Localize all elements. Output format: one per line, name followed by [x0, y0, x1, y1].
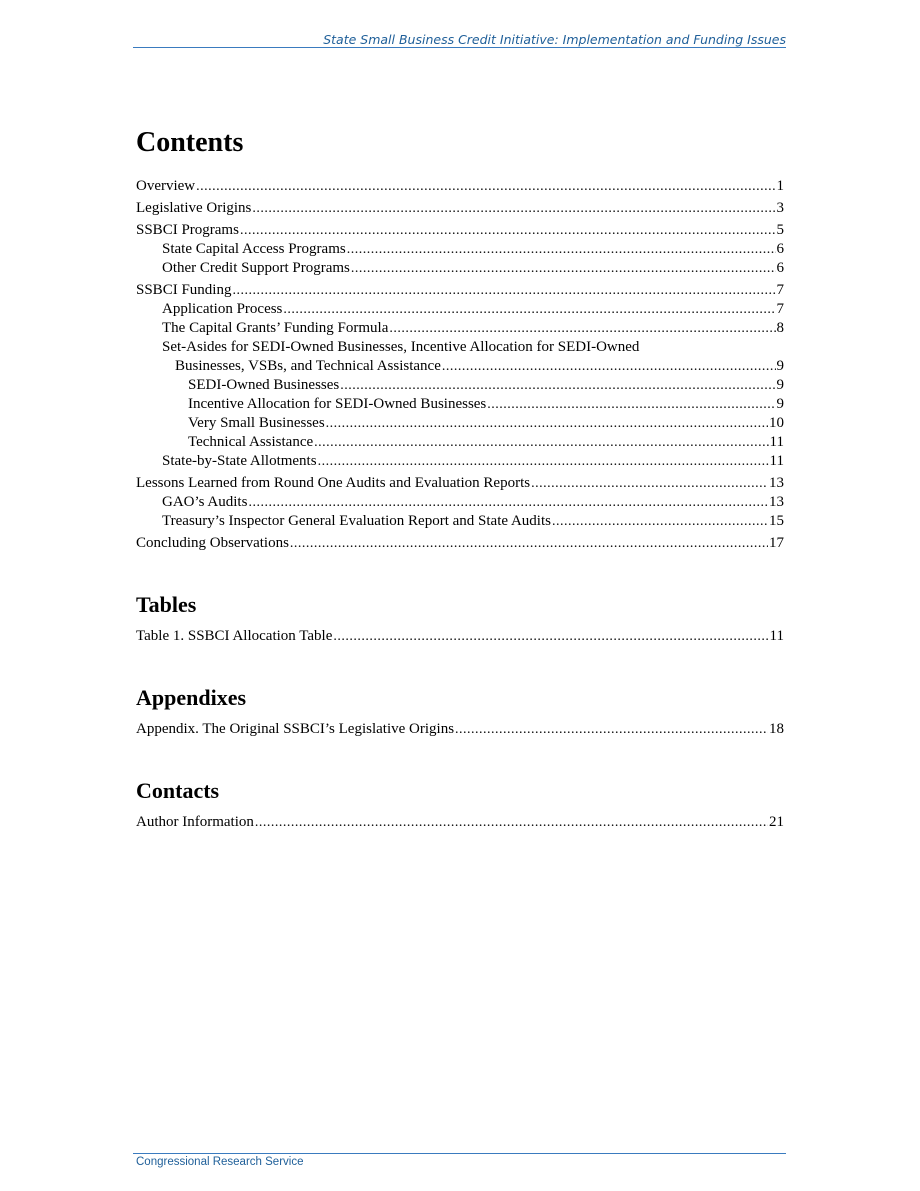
toc-page-number: 3: [776, 199, 784, 216]
toc-page-number: 13: [769, 474, 784, 491]
toc-entry-gao-audits[interactable]: [136, 493, 784, 512]
toc-leader: [314, 433, 768, 452]
toc-entry-overview[interactable]: [136, 177, 784, 196]
toc-entry-title: GAO’s Audits: [162, 493, 248, 510]
toc-page-number: 21: [769, 814, 784, 831]
header-rule: [133, 47, 786, 48]
toc-entry-title: Overview: [136, 177, 196, 194]
toc-page-number: 18: [769, 721, 784, 738]
toc-entry-title: SSBCI Funding: [136, 281, 232, 298]
toc-entry-concluding-observations[interactable]: [136, 534, 784, 553]
toc-leader: [248, 493, 768, 512]
toc-entry-technical-assistance[interactable]: [136, 433, 784, 452]
toc-entry-title: Incentive Allocation for SEDI-Owned Businesses: [188, 395, 487, 412]
toc-entry-lessons-learned[interactable]: [136, 474, 784, 493]
toc-entry-ssbci-programs[interactable]: [136, 221, 784, 240]
toc-entry-title: The Capital Grants’ Funding Formula: [162, 319, 389, 336]
appendixes-heading: Appendixes: [136, 684, 247, 710]
toc-leader: [531, 474, 768, 493]
toc-entry-state-capital-access[interactable]: [136, 240, 784, 259]
toc-page-number: 11: [769, 627, 784, 644]
toc-entry-title: Businesses, VSBs, and Technical Assistance: [175, 357, 441, 374]
toc-leader: [252, 199, 775, 218]
toc-leader: [196, 177, 775, 196]
toc-leader: [290, 534, 768, 553]
footer-rule: [133, 1153, 786, 1154]
toc-entry-funding-formula[interactable]: [136, 319, 784, 338]
toc-page-number: 11: [769, 433, 784, 450]
toc-page-content: [136, 128, 784, 832]
toc-page-number: 7: [776, 281, 784, 298]
toc-entry-incentive-allocation[interactable]: [136, 395, 784, 414]
toc-page-number: 17: [769, 534, 784, 551]
toc-entry-title: Technical Assistance: [188, 433, 314, 450]
toc-leader: [389, 319, 775, 338]
contacts-list: [136, 813, 784, 832]
toc-entry-legislative-origins[interactable]: [136, 199, 784, 218]
toc-leader: [283, 300, 775, 319]
toc-leader: [340, 376, 775, 395]
toc-entry-title: Author Information: [136, 814, 254, 831]
toc-entry-title: Application Process: [162, 300, 283, 317]
toc-leader: [552, 512, 768, 531]
running-header: State Small Business Credit Initiative: Implementation and Funding Issues: [323, 32, 786, 47]
toc-leader: [442, 357, 776, 376]
toc-entry-title: Other Credit Support Programs: [162, 259, 350, 276]
toc-leader: [455, 720, 768, 739]
toc-leader: [333, 627, 768, 646]
toc-page-number: 9: [776, 395, 784, 412]
toc-leader: [232, 281, 775, 300]
toc-page-number: 1: [776, 177, 784, 194]
toc-leader: [487, 395, 775, 414]
toc-page-number: 11: [769, 452, 784, 469]
toc-entry-title: Lessons Learned from Round One Audits and Evaluation Reports: [136, 474, 531, 491]
toc-entry-application-process[interactable]: [136, 300, 784, 319]
toc-page-number: 15: [769, 512, 784, 529]
toc-page-number: 9: [776, 357, 784, 374]
toc-page-number: 7: [776, 300, 784, 317]
toc-entry-title: Legislative Origins: [136, 199, 252, 216]
toc-entry-title: Appendix. The Original SSBCI’s Legislative Origins: [136, 721, 455, 738]
toc-entry-other-credit-support[interactable]: [136, 259, 784, 278]
toc-leader: [240, 221, 776, 240]
toc-entry-treasury-ig[interactable]: [136, 512, 784, 531]
toc-page-number: 9: [776, 376, 784, 393]
contacts-heading: Contacts: [136, 778, 220, 804]
toc-entry-appendix[interactable]: [136, 720, 784, 739]
appendixes-list: [136, 720, 784, 739]
toc-entry-table-1[interactable]: [136, 627, 784, 646]
toc-entry-title: Table 1. SSBCI Allocation Table: [136, 627, 333, 644]
toc-page-number: 10: [769, 414, 784, 431]
toc-entry-title: Concluding Observations: [136, 534, 289, 551]
toc-page-number: 13: [769, 493, 784, 510]
toc-leader: [318, 452, 769, 471]
toc-leader: [351, 259, 776, 278]
toc-entry-set-asides-line1[interactable]: Set-Asides for SEDI-Owned Businesses, Incentive Allocation for SEDI-Owned: [162, 338, 640, 355]
toc-leader: [347, 240, 776, 259]
toc-page-number: 6: [776, 259, 784, 276]
contents-heading: Contents: [136, 127, 244, 158]
toc-entry-ssbci-funding[interactable]: [136, 281, 784, 300]
toc-page-number: 5: [776, 221, 784, 238]
toc-page-number: 6: [776, 240, 784, 257]
toc-entry-title: SSBCI Programs: [136, 221, 239, 238]
toc-entry-sedi-owned[interactable]: [136, 376, 784, 395]
contents-list: [136, 177, 784, 553]
toc-entry-set-asides[interactable]: [136, 357, 784, 376]
toc-entry-author-information[interactable]: [136, 813, 784, 832]
footer-publisher: Congressional Research Service: [136, 1156, 304, 1168]
tables-heading: Tables: [136, 591, 197, 617]
toc-leader: [255, 813, 768, 832]
toc-leader: [326, 414, 768, 433]
toc-entry-state-allotments[interactable]: [136, 452, 784, 471]
tables-list: [136, 627, 784, 646]
toc-entry-title: SEDI-Owned Businesses: [188, 376, 340, 393]
toc-entry-title: Very Small Businesses: [188, 414, 325, 431]
toc-entry-title: State-by-State Allotments: [162, 452, 317, 469]
toc-entry-title: State Capital Access Programs: [162, 240, 346, 257]
toc-page-number: 8: [776, 319, 784, 336]
toc-entry-title: Treasury’s Inspector General Evaluation Report and State Audits: [162, 512, 551, 529]
toc-entry-very-small-businesses[interactable]: [136, 414, 784, 433]
